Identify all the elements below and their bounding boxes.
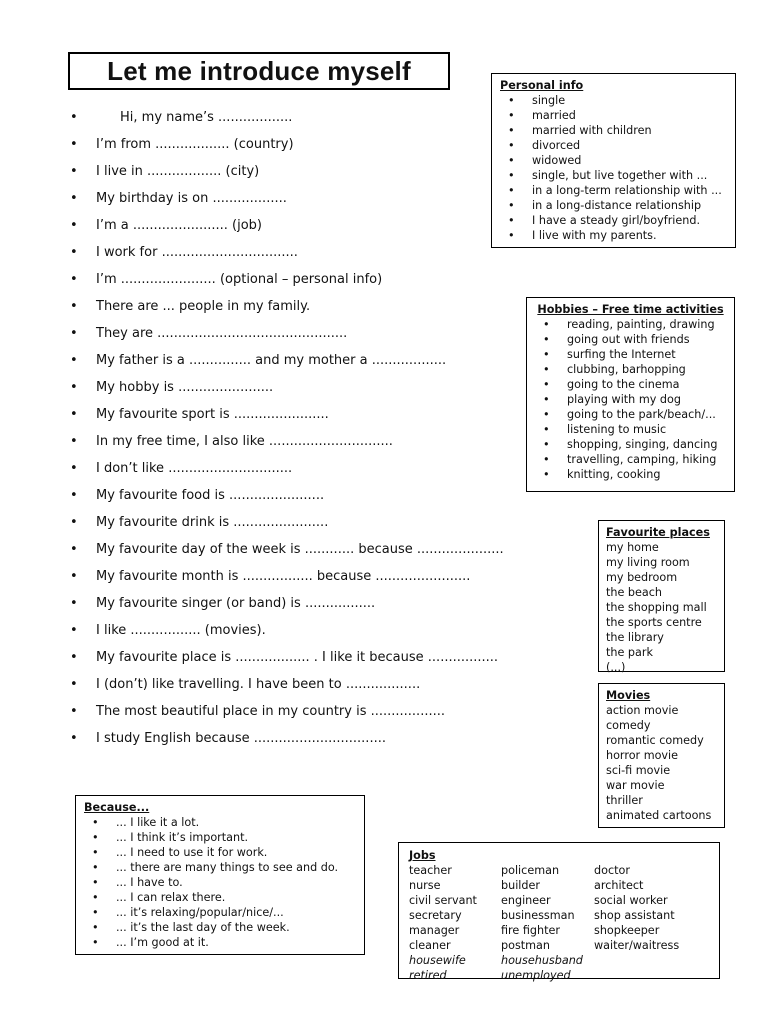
hobby-item: • playing with my dog	[535, 392, 726, 407]
job-item: doctor	[594, 864, 630, 877]
personal-info-item: • single	[500, 93, 727, 108]
sentence-item: • My favourite food is .......................	[66, 482, 586, 509]
movie-item: action movie	[606, 704, 679, 717]
job-item: builder	[501, 879, 540, 892]
sentence-item: • There are ... people in my family.	[66, 293, 586, 320]
because-item: • ... I’m good at it.	[84, 935, 356, 950]
movie-item: thriller	[606, 794, 643, 807]
hobby-item: • travelling, camping, hiking	[535, 452, 726, 467]
place-item: my bedroom	[606, 571, 678, 584]
job-item: unemployed	[501, 969, 571, 982]
sentence-item: • I’m from .................. (country)	[66, 131, 586, 158]
sentence-item: • My favourite drink is .......................	[66, 509, 586, 536]
because-heading: Because...	[84, 801, 150, 814]
job-item: retired	[409, 969, 447, 982]
jobs-heading: Jobs	[409, 849, 436, 862]
personal-info-item: • widowed	[500, 153, 727, 168]
page-title: Let me introduce myself	[68, 52, 450, 90]
sentence-item: • My birthday is on ..................	[66, 185, 586, 212]
because-item: • ... I need to use it for work.	[84, 845, 356, 860]
sentence-item: • I don’t like ..............................	[66, 455, 586, 482]
because-item: • ... there are many things to see and do.	[84, 860, 356, 875]
job-item: housewife	[409, 954, 466, 967]
movie-item: war movie	[606, 779, 665, 792]
sentence-item: • My father is a ............... and my mother a ..................	[66, 347, 586, 374]
place-item: my home	[606, 541, 659, 554]
hobby-item: • knitting, cooking	[535, 467, 726, 482]
because-item: • ... I have to.	[84, 875, 356, 890]
job-item: cleaner	[409, 939, 451, 952]
personal-info-item: • married	[500, 108, 727, 123]
job-item: teacher	[409, 864, 452, 877]
sentence-item: • I study English because ................................	[66, 725, 586, 752]
personal-info-item: • divorced	[500, 138, 727, 153]
sentence-item: • I (don’t) like travelling. I have been to ..................	[66, 671, 586, 698]
sentence-item: • I’m ....................... (optional – personal info)	[66, 266, 586, 293]
movie-item: sci-fi movie	[606, 764, 671, 777]
personal-info-heading: Personal info	[500, 79, 584, 92]
job-item: fire fighter	[501, 924, 560, 937]
job-item	[594, 953, 704, 968]
movie-item: romantic comedy	[606, 734, 704, 747]
because-item: • ... it’s the last day of the week.	[84, 920, 356, 935]
jobs-box	[398, 842, 720, 982]
personal-info-item: • I live with my parents.	[500, 228, 727, 243]
hobbies-box	[526, 297, 735, 492]
because-item: • ... I can relax there.	[84, 890, 356, 905]
job-item: manager	[409, 924, 460, 937]
because-item: • ... I like it a lot.	[84, 815, 356, 830]
hobby-item: • clubbing, barhopping	[535, 362, 726, 377]
personal-info-item: • I have a steady girl/boyfriend.	[500, 213, 727, 228]
sentence-item: • My favourite day of the week is ............ because .....................	[66, 536, 586, 563]
hobby-item: • surfing the Internet	[535, 347, 726, 362]
movie-item: horror movie	[606, 749, 679, 762]
movies-box	[598, 683, 725, 828]
hobbies-heading: Hobbies – Free time activities	[537, 303, 724, 316]
hobby-item: • reading, painting, drawing	[535, 317, 726, 332]
sentence-item: • My hobby is .......................	[66, 374, 586, 401]
job-item: shopkeeper	[594, 924, 660, 937]
favourite-places-box	[598, 520, 725, 672]
sentence-item: • I live in .................. (city)	[66, 158, 586, 185]
place-item: the shopping mall	[606, 601, 707, 614]
sentence-item: • My favourite sport is .......................	[66, 401, 586, 428]
place-item: the library	[606, 631, 664, 644]
job-item	[594, 968, 704, 983]
job-item: secretary	[409, 909, 462, 922]
sentence-item: • My favourite singer (or band) is .................	[66, 590, 586, 617]
sentence-item: • I work for .................................	[66, 239, 586, 266]
job-item: policeman	[501, 864, 560, 877]
job-item: civil servant	[409, 894, 477, 907]
job-item: nurse	[409, 879, 441, 892]
movie-item: animated cartoons	[606, 809, 712, 822]
job-item: shop assistant	[594, 909, 675, 922]
hobby-item: • going out with friends	[535, 332, 726, 347]
because-box	[75, 795, 365, 955]
job-item: businessman	[501, 909, 575, 922]
personal-info-item: • in a long-term relationship with ...	[500, 183, 727, 198]
job-item: social worker	[594, 894, 668, 907]
personal-info-item: • in a long-distance relationship	[500, 198, 727, 213]
personal-info-box	[491, 73, 736, 248]
movies-heading: Movies	[606, 689, 651, 702]
because-item: • ... I think it’s important.	[84, 830, 356, 845]
place-item: the sports centre	[606, 616, 702, 629]
job-item: postman	[501, 939, 551, 952]
sentence-item: • In my free time, I also like ..............................	[66, 428, 586, 455]
place-item: (...)	[606, 661, 626, 674]
sentence-item: • Hi, my name’s ..................	[66, 104, 586, 131]
job-item: househusband	[501, 954, 583, 967]
place-item: the park	[606, 646, 653, 659]
jobs-grid	[409, 863, 709, 983]
movie-item: comedy	[606, 719, 651, 732]
hobby-item: • listening to music	[535, 422, 726, 437]
sentence-item: • I like ................. (movies).	[66, 617, 586, 644]
place-item: my living room	[606, 556, 690, 569]
favourite-places-heading: Favourite places	[606, 526, 710, 539]
hobby-item: • going to the park/beach/...	[535, 407, 726, 422]
sentence-item: • The most beautiful place in my country is ..................	[66, 698, 586, 725]
personal-info-item: • married with children	[500, 123, 727, 138]
because-item: • ... it’s relaxing/popular/nice/...	[84, 905, 356, 920]
job-item: architect	[594, 879, 644, 892]
personal-info-item: • single, but live together with ...	[500, 168, 727, 183]
hobby-item: • going to the cinema	[535, 377, 726, 392]
place-item: the beach	[606, 586, 662, 599]
job-item: engineer	[501, 894, 551, 907]
job-item: waiter/waitress	[594, 939, 680, 952]
hobby-item: • shopping, singing, dancing	[535, 437, 726, 452]
sentence-item: • My favourite place is .................. . I like it because .................	[66, 644, 586, 671]
sentence-item: • I’m a ....................... (job)	[66, 212, 586, 239]
sentence-item: • They are ..............................................	[66, 320, 586, 347]
sentence-item: • My favourite month is ................. because .......................	[66, 563, 586, 590]
